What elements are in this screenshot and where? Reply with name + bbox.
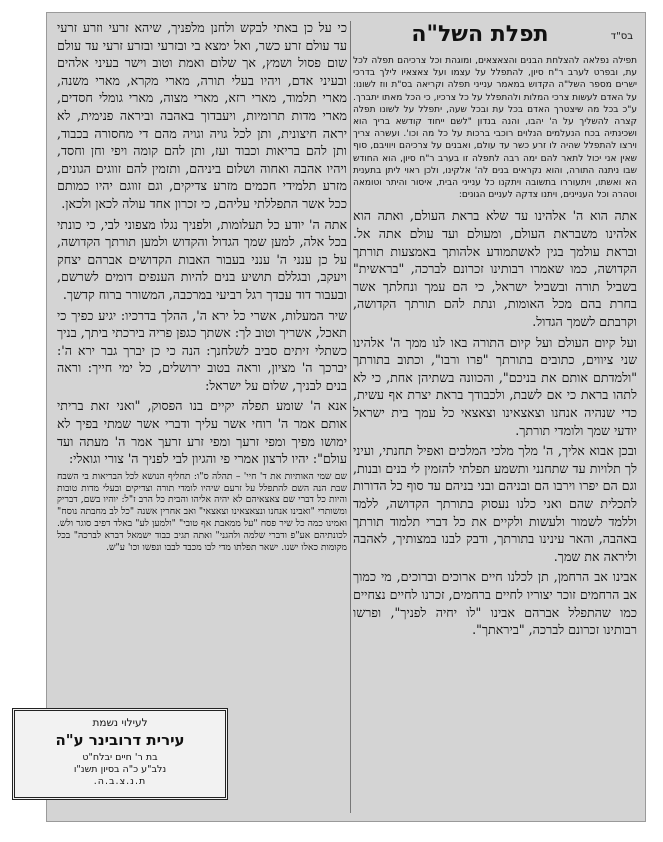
psalm-paragraph: שיר המעלות, אשרי כל ירא ה', ההלך בדרכיו: יגיע כפיך כי תאכל, אשריך וטוב לך: אשתך כגפן פריה בירכתי ביתך, בניך כשתלי זיתים סביב לשלחנך: הנה כי כן יברך גבר ירא ה': יברכך ה' מציון, וראה בטוב ירושלים, כל ימי חייך: וראה בנים לבניך, שלום על ישראל:	[57, 307, 347, 393]
memorial-line-1: לעילוי נשמת	[92, 717, 148, 729]
prayer-paragraph-1: אתה הוא ה' אלהינו עד שלא בראת העולם, ואתה הוא אלהינו משבראת העולם, ומעולם ועד עולם אתה אל. ובראת עולמך בגין לאשתמודע אלהותך באמצעות תורתך הקדושה, כמו שאמרו רבותינו זכרונם לברכה, "בראשית" בשביל תורה ובשביל ישראל, כי הם עמך ונחלתך אשר בחרת בהם מכל האומות, ונתת להם תורתך הקדושה, וקרבתם לשמך הגדול.	[353, 208, 637, 329]
series-label: בס"ד	[610, 31, 633, 42]
memorial-line-3: בת ר' חיים יבלח"ט	[82, 752, 158, 763]
left-column	[57, 19, 347, 815]
column-divider	[350, 21, 351, 813]
footnote: שם שמי האותיות את ד' חיי' – תהלה ס"ו: תחליף הנושא לכל הבריאות בי השבח שבת הנה השם להתפלל על זרעם שיהיו לומדי תורה וצדיקים ובעלי מדות טובות והיות כל דברי שם צאצאיהם לא יהיה אליהו והבית כל הרב ז"ל: יוהיו בשם, דבריק ומשותרי "ואבינו אנחנו ונצאצאינו וצאצאי" ואב אחרין אשנה "כל לב מחבתה נוסח" ואמינו כמה כל שיר פסח "על ממאבת אף טובי" "ולמען לע" באלד דפיב סוגר ולש. לכונתיהם אע"פ ודברי שלמה ולהגני" ואתה תגיב כבוד ישמאל דברא לברכה" בכל מקומות כאלו ישנו. ישאר תפלתו מדי לבו מכבד לבבו ונפשו וכו' ע"ש.	[57, 470, 347, 553]
prayer-paragraph-5: כי על כן באתי לבקש ולחנן מלפניך, שיהא זרעי וזרע זרעי עד עולם זרע כשר, ואל ימצא בי ובזרעי ובזרע זרעי עד עולם שום פסול ושמץ, אך שלום ואמת וטוב וישר בעיני אלהים ובעיני אדם, ויהיו בעלי תורה, מארי מקרא, מארי משנה, מארי תלמוד, מארי רזא, מארי מצוה, מארי גומלי חסדים, מארי מדות תרומיות, ויעבדוך באהבה וביראה פנימית, לא יראה חיצונית, ותן לכל גויה וגויה מהם די מחסורה בכבוד, ותן להם בריאות וכבוד ועז, ותן להם קומה ויפי וחן וחסד, ויהיו אהבה ואחוה ושלום ביניהם, ותזמין להם זווגים הגונים, מזרע תלמידי חכמים מזרע צדיקים, וגם זווגם יהיו כמותם ככל אשר התפללתי עליהם, כי זכרון אחד עולה לכאן ולכאן.	[57, 20, 347, 211]
right-column	[353, 19, 637, 815]
memorial-box	[12, 708, 228, 800]
page-title: תפלת השל"ה	[411, 22, 549, 47]
memorial-date: נלב"ע כ"ה בסיון תשנ"ו	[73, 764, 167, 775]
prayer-paragraph-4: אבינו אב הרחמן, תן לכלנו חיים ארוכים וברוכים, מי כמוך אב הרחמים זוכר יצוריו לחיים ברחמים, זכרנו לחיים נצחיים כמו שהתפלל אברהם אבינו "לו יחיה לפניך", ופרשו רבותינו זכרונם לברכה, "ביראתך".	[353, 569, 637, 638]
memorial-name: עירית דרובינר ע"ה	[55, 731, 185, 749]
document-page	[46, 12, 646, 822]
prayer-paragraph-6: אתה ה' יודע כל תעלומות, ולפניך נגלו מצפוני לבי, כי כונתי בכל אלה, למען שמך הגדול והקדוש ולמען תורתך הקדושה, על כן ענני ה' ענני בעבור האבות הקדושים אברהם יצחק ויעקב, ובגללם תושיע בנים להיות הענפים דומים לשרשם, ובעבור דוד עבדך רגל רביעי במרכבה, המשורר ברוח קדשך.	[57, 216, 347, 302]
prayer-paragraph-3: ובכן אבוא אליך, ה' מלך מלכי המלכים ואפיל תחנתי, ועיני לך תלויות עד שתחנני ותשמע תפלתי להזמין לי בנים ובנות, וגם הם יפרו וירבו הם ובניהם ובני בניהם עד סוף כל הדורות לתכלית שהם ואני כלנו נעסוק בתורתך הקדושה, ללמד וללמד לשמור ולעשות ולקיים את כל דברי תלמוד תורתך באהבה, והאר עינינו בתורתך, ודבק לבנו במצותיך, לאהבה וליראה את שמך.	[353, 443, 637, 564]
page-header	[353, 19, 637, 53]
prayer-paragraph-7: אנא ה' שומע תפלה יקיים בנו הפסוק, "ואני זאת בריתי אותם אמר ה' רוחי אשר עליך ודברי אשר שמתי בפיך לא ימושו מפיך ומפי זרעך ומפי זרע זרעך אמר ה' מעתה ועד עולם": יהיו לרצון אמרי פי והגיון לבי לפניך ה' צורי וגואלי:	[57, 398, 347, 467]
prayer-paragraph-2: ועל קיום העולם ועל קיום התורה באו לנו ממך ה' אלהינו שני ציווים, כתובים בתורתך "פרו ורבו", וכתוב בתורתך "ולמדתם אותם את בניכם", והכוונה בשתיהן אחת, כי לא לתהו בראת כי אם לשבת, ולכבודך בראת יצרת אף עשית, כדי שנהיה אנחנו וצאצאינו וצאצאי כל עמך בית ישראל יודעי שמך ולומדי תורתך.	[353, 334, 637, 438]
intro-paragraph: תפילה נפלאה להצלחת הבנים והצאצאים, ומוגהת וכל צרכיהם תפלה לכל עת, ובפרט לערב ר"ח סיון, להתפלל על עצמו ועל צאצאיו לילך בדרכי ישרים מספר השל"ה הקדוש במאמר ענייני תפלה וקריאה בס"ת ווז לשונו: על האדם לעשות צרכי המלות ולהתפלל על כל צרכיו, כי הכל מאתו יתברך. ע"כ בכל מה שיצטרך האדם בכל עת ובכל שעה, יתפלל על לשונו תפלה קצרה להשליך על ה' יהבו, והנה בנדון "לשם ייחוד קודשא בריך הוא ושכינתיה בכח הנעלמים הנלוים רוכבי ברכות על כל מה וכו'. ועשרה צריך וירצו להתפלל שהיה לו זרע כשר עד עולם, ואבנים על צרכיהם ויוויבם, סוף שאין אני יכול לתאר להם ימה רבה לתפלה זו בערב ר"ח סיון, הוא החודש שבו ניתנה התורה, והוא נקראים בנים לה' אלקינו, ולכן ראוי ליתן בתענית הא ואשתו, ויתעוררו בתשובה ויתקנו כל ענייני הבית, איסור והיתר וטומאה וטהרה וכל העניינים, ויתנו צדקה לעניים הגונים:	[353, 56, 637, 201]
memorial-abbreviation: ת.נ.צ.ב.ה.	[93, 776, 147, 787]
